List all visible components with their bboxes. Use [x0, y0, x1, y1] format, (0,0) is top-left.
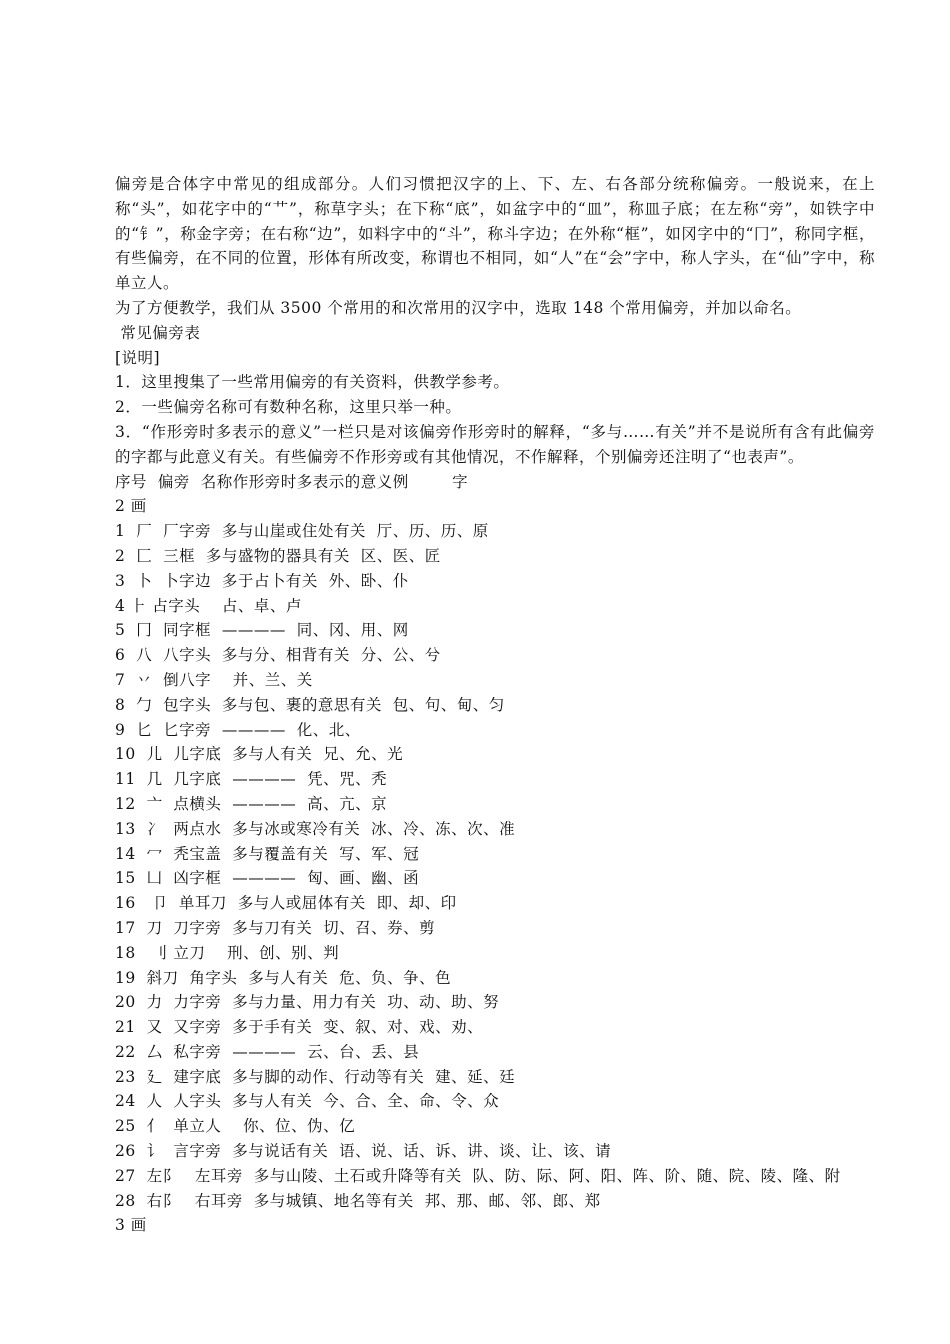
table-row: 13 冫 两点水 多与冰或寒冷有关 冰、冷、冻、次、准	[115, 819, 516, 838]
note-item: 3．“作形旁时多表示的意义”一栏只是对该偏旁作形旁时的解释，“多与……有关”并不是说所有含有此偏旁的字都与此意义有关。有些偏旁不作形旁或有其他情况，不作解释，个别偏旁还注明了“也表声”。	[115, 422, 875, 466]
table-row: 23 廴 建字底 多与脚的动作、行动等有关 建、延、廷	[115, 1067, 516, 1086]
table-row: 16 卩 单耳刀 多与人或屈体有关 即、却、印	[115, 894, 457, 913]
section-heading: 3 画	[115, 1216, 147, 1235]
table-row: 28 右阝 右耳旁 多与城镇、地名等有关 邦、那、邮、邻、郎、郑	[115, 1191, 601, 1210]
table-row: 12 亠 点横头 ———— 高、亢、京	[115, 794, 388, 813]
document-body	[115, 172, 875, 1238]
table-row: 3 卜 卜字边 多于占卜有关 外、卧、仆	[115, 571, 409, 590]
table-row: 14 冖 秃宝盖 多与覆盖有关 写、军、冠	[115, 844, 420, 863]
table-row: 15 凵 凶字框 ———— 匈、画、幽、函	[115, 869, 420, 888]
table-row: 17 刀 刀字旁 多与刀有关 切、召、券、剪	[115, 918, 436, 937]
table-header: 序号 偏旁 名称作形旁时多表示的意义例 字	[115, 472, 469, 491]
table-row: 8 勹 包字头 多与包、裹的意思有关 包、句、甸、匀	[115, 695, 505, 714]
table-row: 24 人 人字头 多与人有关 今、合、全、命、令、众	[115, 1092, 500, 1111]
table-row: 4 ⺊ 占字头 占、卓、卢	[115, 596, 302, 615]
table-row: 1 厂 厂字旁 多与山崖或住处有关 厅、历、历、原	[115, 522, 489, 541]
table-row: 7 丷 倒八字 并、兰、关	[115, 670, 313, 689]
intro-paragraph: 偏旁是合体字中常见的组成部分。人们习惯把汉字的上、下、左、右各部分统称偏旁。一般说来，在上称“头”，如花字中的“艹”，称草字头；在下称“底”，如盆字中的“皿”，称皿子底；在左称“旁”，如铁字中的“钅”，称金字旁；在右称“边”，如料字中的“斗”，称斗字边；在外称“框”，如冈字中的“冂”，称同字框，有些偏旁，在不同的位置，形体有所改变，称谓也不相同，如“人”在“会”字中，称人字头，在“仙”字中，称单立人。	[115, 175, 875, 293]
table-row: 10 儿 儿字底 多与人有关 兄、允、光	[115, 745, 404, 764]
purpose-line: 为了方便教学，我们从 3500 个常用的和次常用的汉字中，选取 148 个常用偏旁，并加以命名。	[115, 298, 802, 317]
table-row: 27 左阝 左耳旁 多与山陵、土石或升降等有关 队、防、际、阿、阳、阵、阶、随、院、陵、隆、附	[115, 1166, 841, 1185]
table-row: 21 又 又字旁 多于手有关 变、叙、对、戏、劝、	[115, 1018, 484, 1037]
table-row: 19 斜刀 角字头 多与人有关 危、负、争、色	[115, 968, 452, 987]
note-item: 2．一些偏旁名称可有数种名称，这里只举一种。	[115, 398, 462, 417]
table-row: 20 力 力字旁 多与力量、用力有关 功、动、助、努	[115, 993, 500, 1012]
table-title: 常见偏旁表	[115, 323, 201, 342]
table-row: 2 匚 三框 多与盛物的器具有关 区、医、匠	[115, 546, 441, 565]
table-row: 22 厶 私字旁 ———— 云、台、丢、县	[115, 1042, 420, 1061]
table-row: 25 亻 单立人 你、位、伪、亿	[115, 1117, 356, 1136]
section-heading: 2 画	[115, 497, 147, 516]
table-row: 18 刂 立刀 刑、创、别、判	[115, 943, 340, 962]
notes-heading: [说明]	[115, 348, 161, 367]
table-row: 6 八 八字头 多与分、相背有关 分、公、兮	[115, 646, 441, 665]
table-row: 11 几 几字底 ———— 凭、咒、秃	[115, 770, 388, 789]
table-row: 9 匕 匕字旁 ———— 化、北、	[115, 720, 361, 739]
table-row: 26 讠 言字旁 多与说话有关 语、说、话、诉、讲、谈、让、该、请	[115, 1142, 612, 1161]
note-item: 1．这里搜集了一些常用偏旁的有关资料，供教学参考。	[115, 373, 510, 392]
table-row: 5 冂 同字框 ———— 同、冈、用、网	[115, 621, 409, 640]
